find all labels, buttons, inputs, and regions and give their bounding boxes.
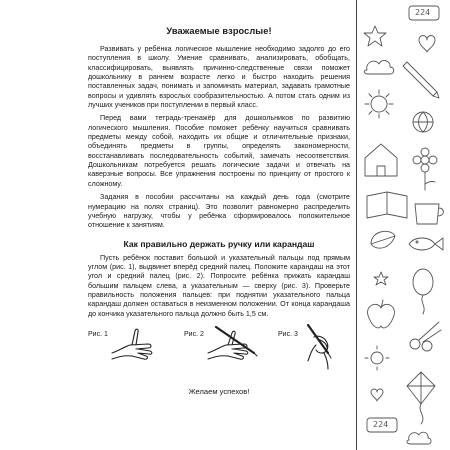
strip-number-top: 224 xyxy=(415,8,431,17)
figure-2 xyxy=(184,323,264,381)
section-subtitle: Как правильно держать ручку или карандаш xyxy=(123,238,315,249)
text-column xyxy=(88,26,350,396)
hand-pencil-grip-icon xyxy=(298,323,354,371)
figure-row xyxy=(88,323,350,381)
paragraph-3: Задания в пособии рассчитаны на каждый день года (смотрите нумерацию на полях страниц). Это позволит равномерно распределить учебную нагрузку, чтобы у ребёнка сформировалось положительное отношение к занятиям. xyxy=(88,193,350,230)
paragraph-1: Развивать у ребёнка логическое мышление необходимо задолго до его поступления в школу. Умение сравнивать, анализировать, обобщать, классифицировать, выявлять причинно-следственные связи поможет дошкольнику в раннем возрасте легко и быстро находить решения поставленных задач, понимать и запоминать материал, задавать грамотные вопросы и удивлять взрослых сообразительностью. А потом стать одним из лучших учеников при поступлении в первый класс. xyxy=(88,45,350,110)
decorative-margin-strip xyxy=(356,0,450,450)
figure-1 xyxy=(88,323,168,381)
hand-right-angle-icon xyxy=(108,323,164,363)
page-title: Уважаемые взрослые! xyxy=(166,26,272,36)
hand-pencil-rest-icon xyxy=(204,323,260,363)
figure-2-label: Рис. 2 xyxy=(184,330,204,338)
instructions-paragraph: Пусть ребёнок поставит большой и указательный пальцы под прямым углом (рис. 1), выдвинет вперёд средний палец. Положите карандаш на этот угол и средний палец (рис. 2). Попросите ребёнка прижать карандаш большим пальцем слева, а указательным — сверху (рис. 3). Проверьте правильность положения пальцев: при поднятии указательного пальца карандаш должен оставаться в неизменном положении. От конца карандаша до кончика указательного пальца должно быть 1,5 см. xyxy=(88,253,350,318)
closing-text: Желаем успехов! xyxy=(188,386,250,396)
paragraph-2: Перед вами тетрадь-тренажёр для дошкольников по развитию логического мышления. Пособие поможет ребёнку научиться сравнивать предметы между собой, находить их общие и отличительные признаки, объединять предметы в группы, определять закономерности, восстанавливать последовательность событий, замечать несоответствия. Дошкольникам потребуется решать логические задачи и отвечать на каверзные вопросы. Все упражнения построены по принципу от простого к сложному. xyxy=(88,114,350,188)
strip-number-bottom: 224 xyxy=(373,420,389,429)
doodle-pattern xyxy=(357,0,450,450)
figure-1-label: Рис. 1 xyxy=(88,330,108,338)
figure-3-label: Рис. 3 xyxy=(278,330,298,338)
figure-3 xyxy=(278,323,358,381)
